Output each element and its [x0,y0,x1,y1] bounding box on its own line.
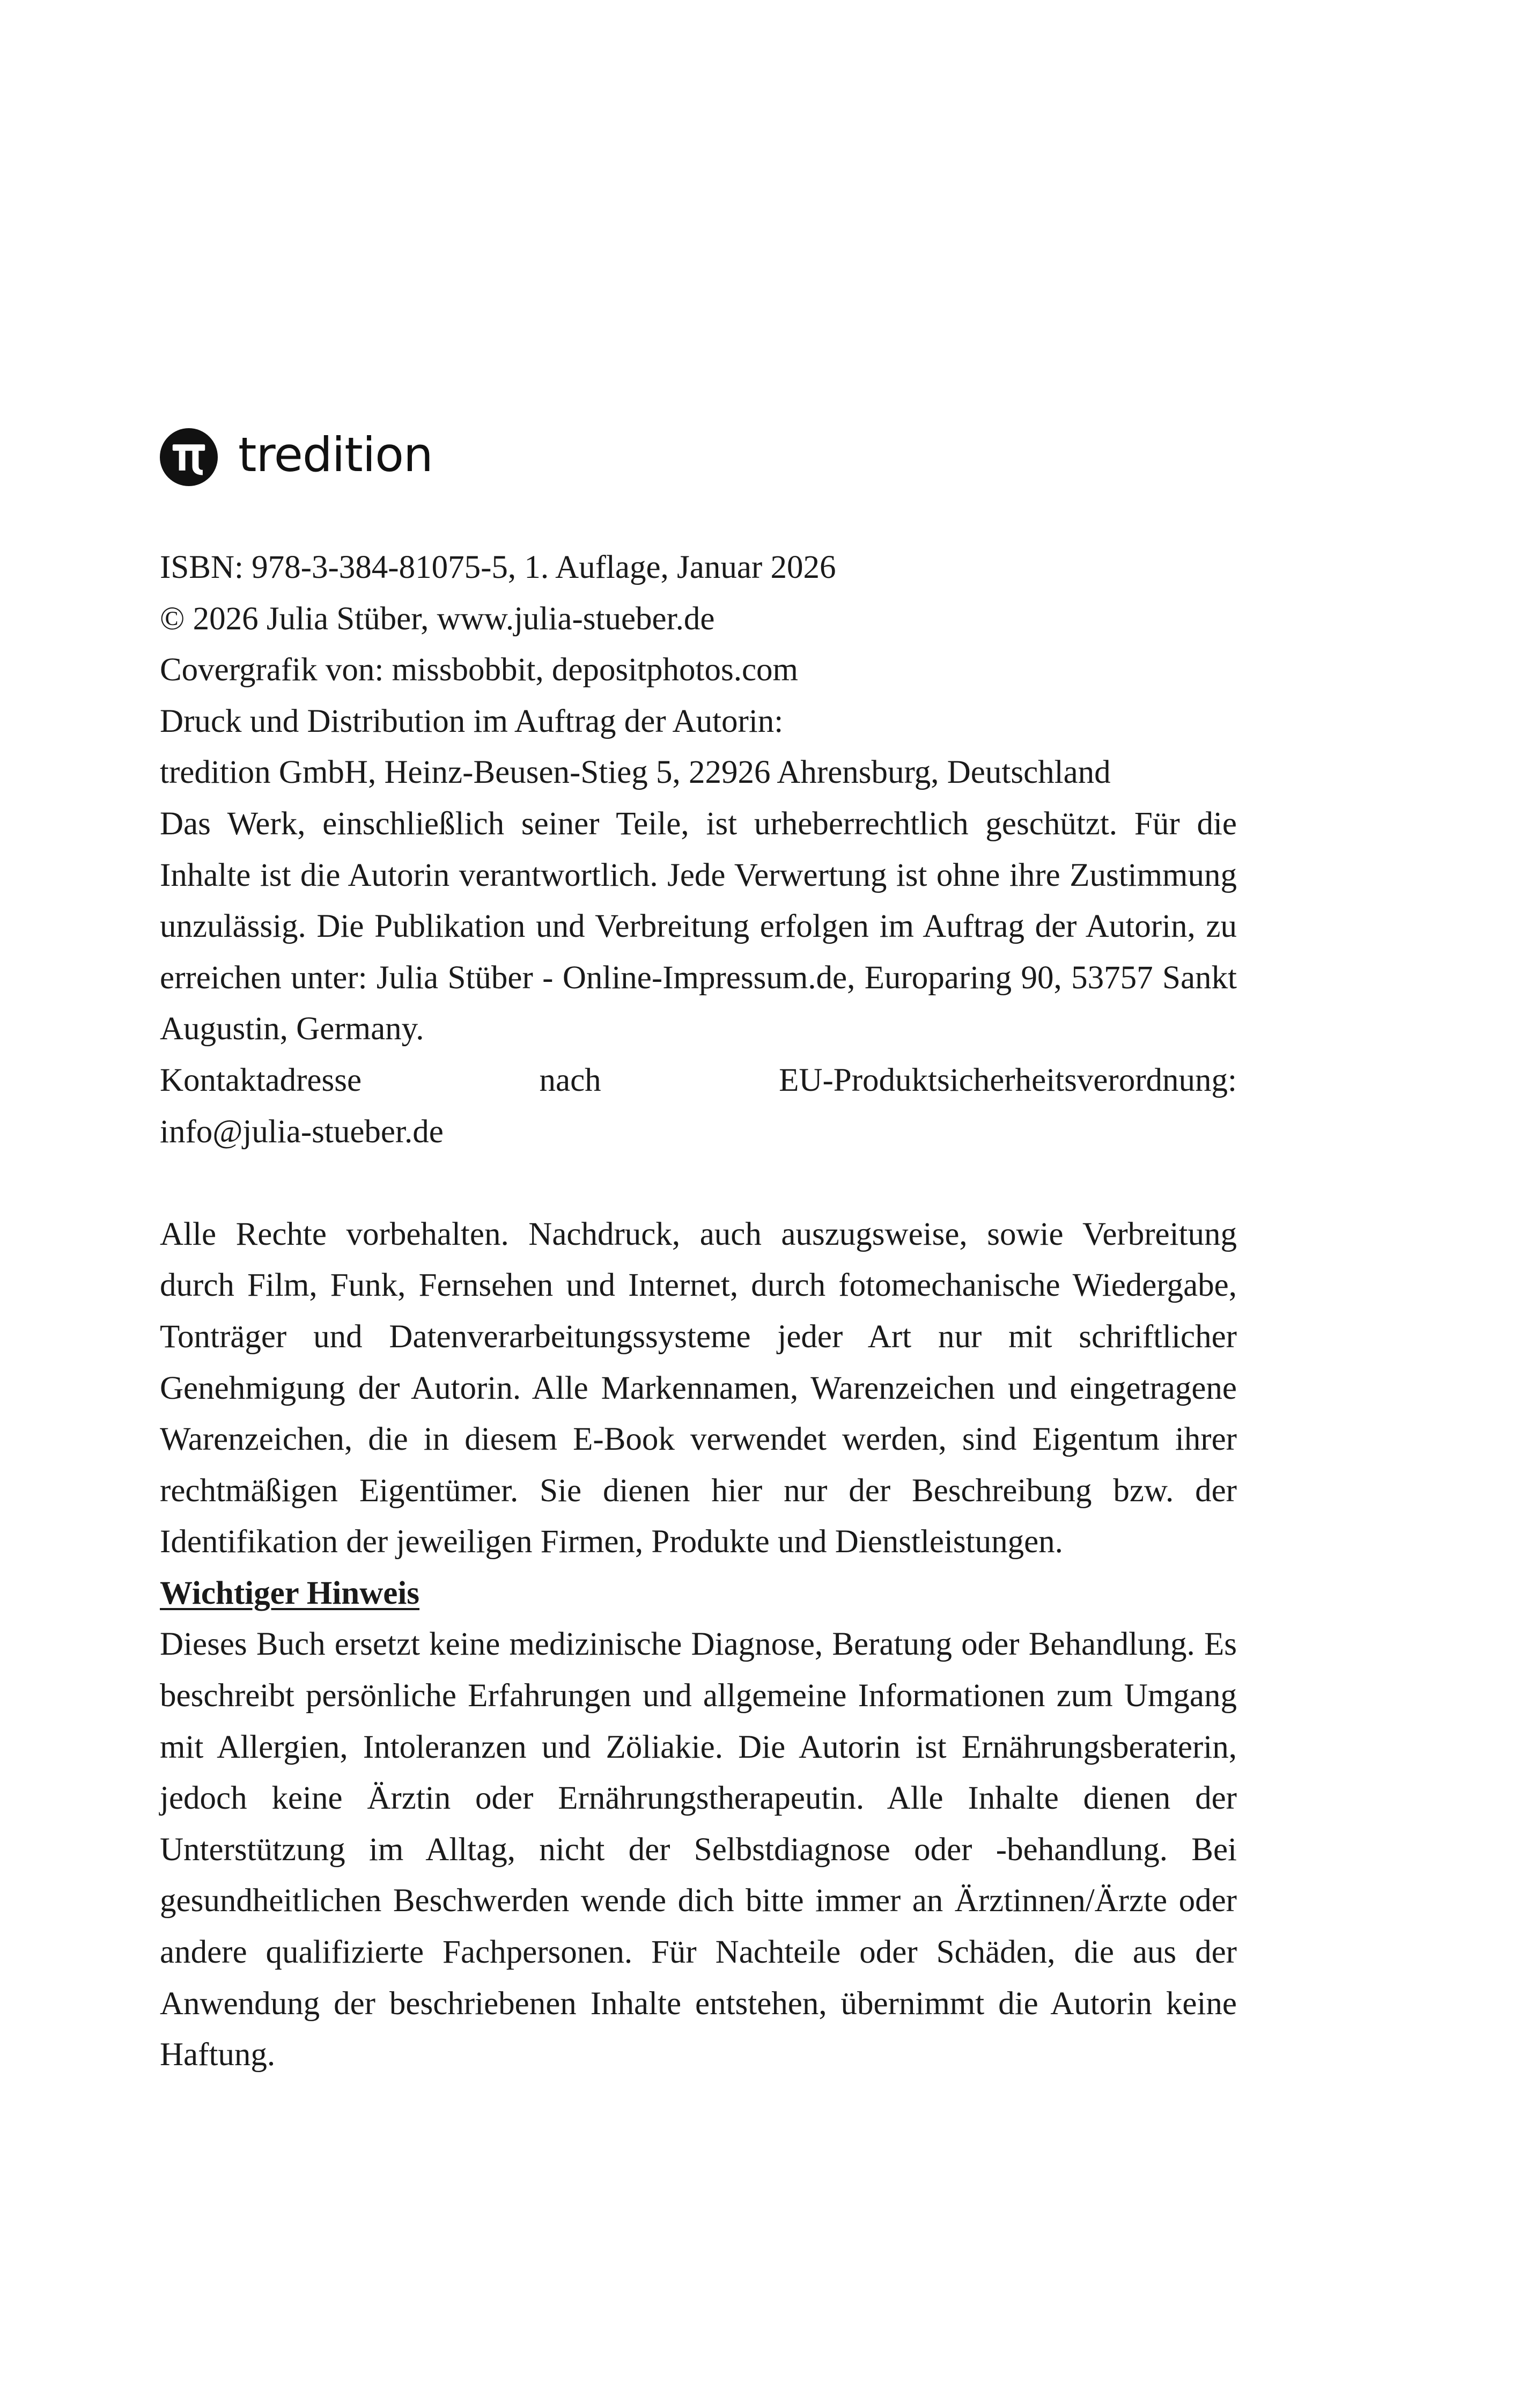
contact-label-word: EU-Produktsicherheitsverordnung: [779,1062,1237,1098]
contact-label-line [160,1055,1237,1106]
publisher-address-line: tredition GmbH, Heinz-Beusen-Stieg 5, 22926 Ahrensburg, Deutschland [160,754,1111,791]
publisher-logo [160,423,1237,491]
isbn-line: ISBN: 978-3-384-81075-5, 1. Auflage, Januar 2026 [160,549,836,585]
copyright-line: © 2026 Julia Stüber, www.julia-stueber.de [160,600,715,637]
notice-heading: Wichtiger Hinweis [160,1575,420,1611]
rights-paragraph: Alle Rechte vorbehalten. Nachdruck, auch auszugsweise, sowie Verbreitung durch Film, Funk, Fernsehen und Internet, durch fotomechanische Wiedergabe, Tonträger und Datenverarbeitungssysteme jeder Art nur mit schriftlicher Genehmigung der Autorin. Alle Markennamen, Warenzeichen und eingetragene Warenzeichen, die in diesem E-Book verwendet werden, sind Eigentum ihrer rechtmäßigen Eigentümer. Sie dienen hier nur der Beschreibung bzw. der Identifikation der jeweiligen Firmen, Produkte und Dienstleistungen. [160,1216,1237,1560]
contact-email: info@julia-stueber.de [160,1113,444,1150]
copyright-paragraph: Das Werk, einschließlich seiner Teile, ist urheberrechtlich geschützt. Für die Inhalte ist die Autorin verantwortlich. Jede Verwertung ist ohne ihre Zustimmung unzulässig. Die Publikation und Verbreitung erfolgen im Auftrag der Autorin, zu erreichen unter: Julia Stüber - Online-Impressum.de, Europaring 90, 53757 Sankt Augustin, Germany. [160,805,1237,1047]
notice-paragraph: Dieses Buch ersetzt keine medizinische Diagnose, Beratung oder Behandlung. Es beschreibt persönliche Erfahrungen und allgemeine Informationen zum Umgang mit Allergien, Intoleranzen und Zöliakie. Die Autorin ist Ernährungsberaterin, jedoch keine Ärztin oder Ernährungstherapeutin. Alle Inhalte dienen der Unterstützung im Alltag, nicht der Selbstdiagnose oder -behandlung. Bei gesundheitlichen Beschwerden wende dich bitte immer an Ärztinnen/Ärzte oder andere qualifizierte Fachpersonen. Für Nachteile oder Schäden, die aus der Anwendung der beschriebenen Inhalte entstehen, übernimmt die Autorin keine Haftung. [160,1626,1237,2073]
distribution-line: Druck und Distribution im Auftrag der Autorin: [160,703,784,739]
contact-label-word: nach [539,1062,601,1098]
tredition-logo-icon [160,428,218,486]
publisher-name: tredition [238,427,433,482]
cover-credit-line: Covergrafik von: missbobbit, depositphotos.com [160,652,799,688]
imprint-page [160,423,1237,2081]
contact-label-word: Kontaktadresse [160,1062,362,1098]
paragraph-spacer [160,1157,1237,1209]
